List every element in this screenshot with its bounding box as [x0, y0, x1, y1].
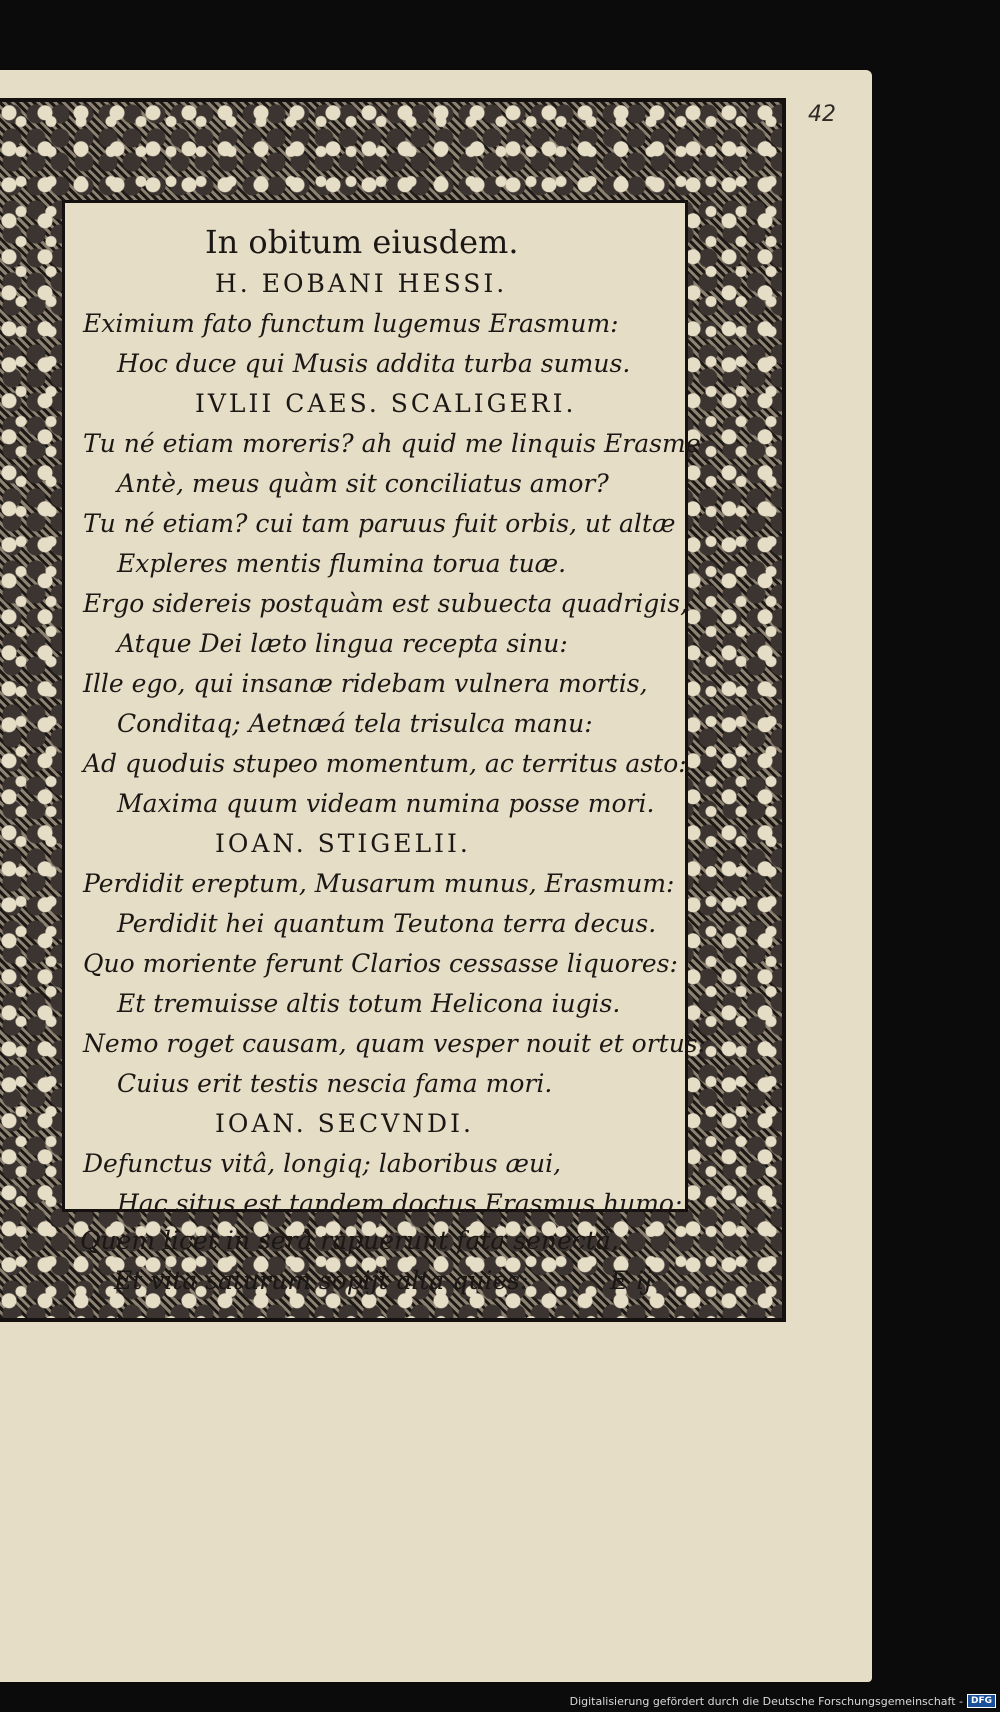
verse-line: Ille ego, qui insanæ ridebam vulnera mortis, — [83, 669, 648, 698]
dfg-logo: DFG — [967, 1694, 996, 1708]
verse-line: Perdidit ereptum, Musarum munus, Erasmum: — [83, 869, 675, 898]
verse-line: Ad quoduis stupeo momentum, ac territus asto: — [83, 749, 687, 778]
verse-line: Quo moriente ferunt Clarios cessasse liquores: — [83, 949, 678, 978]
text-block-continuation — [62, 200, 688, 1255]
verse-line: Cuius erit testis nescia fama mori. — [117, 1069, 553, 1098]
verse-line: Conditaq; Aetnæá tela trisulca manu: — [117, 709, 593, 738]
verse-line: Et tremuisse altis totum Helicona iugis. — [117, 989, 621, 1018]
verse-line: Hoc duce qui Musis addita turba sumus. — [117, 349, 631, 378]
verse-line: Et vita saturum sopijt alta quies: — [114, 1266, 529, 1295]
signature-mark: E ij — [610, 1266, 652, 1295]
verse-line: Antè, meus quàm sit conciliatus amor? — [117, 469, 609, 498]
folio-number: 42 — [808, 102, 836, 127]
author-heading: H. EOBANI HESSI. — [215, 269, 508, 298]
verse-line: Ergo sidereis postquàm est subuecta quadrigis, — [83, 589, 689, 618]
author-heading: IVLII CAES. SCALIGERI. — [195, 389, 577, 418]
verse-line: Quem licet in serâ rapuerunt fata senectâ, — [80, 1226, 619, 1255]
verse-line: Nemo roget causam, quam vesper nouit et ortus: — [83, 1029, 707, 1058]
author-heading: IOAN. STIGELII. — [215, 829, 471, 858]
verse-line: Expleres mentis flumina torua tuæ. — [117, 549, 567, 578]
verse-line: Hac situs est tandem doctus Erasmus humo: — [117, 1189, 683, 1218]
verse-line: Perdidit hei quantum Teutona terra decus. — [117, 909, 657, 938]
verse-line: Defunctus vitâ, longiq; laboribus æui, — [83, 1149, 562, 1178]
verse-line: Tu né etiam moreris? ah quid me linquis Erasme — [83, 429, 701, 458]
poem-title: In obitum eiusdem. — [205, 223, 519, 261]
author-heading: IOAN. SECVNDI. — [215, 1109, 474, 1138]
verse-line: Tu né etiam? cui tam paruus fuit orbis, ut altæ — [83, 509, 676, 538]
digitization-footer — [570, 1694, 996, 1708]
verse-line: Eximium fato functum lugemus Erasmum: — [83, 309, 619, 338]
verse-line: Maxima quum videam numina posse mori. — [117, 789, 655, 818]
verse-line: Atque Dei læto lingua recepta sinu: — [117, 629, 568, 658]
footer-text: Digitalisierung gefördert durch die Deutsche Forschungsgemeinschaft - — [569, 1694, 963, 1708]
